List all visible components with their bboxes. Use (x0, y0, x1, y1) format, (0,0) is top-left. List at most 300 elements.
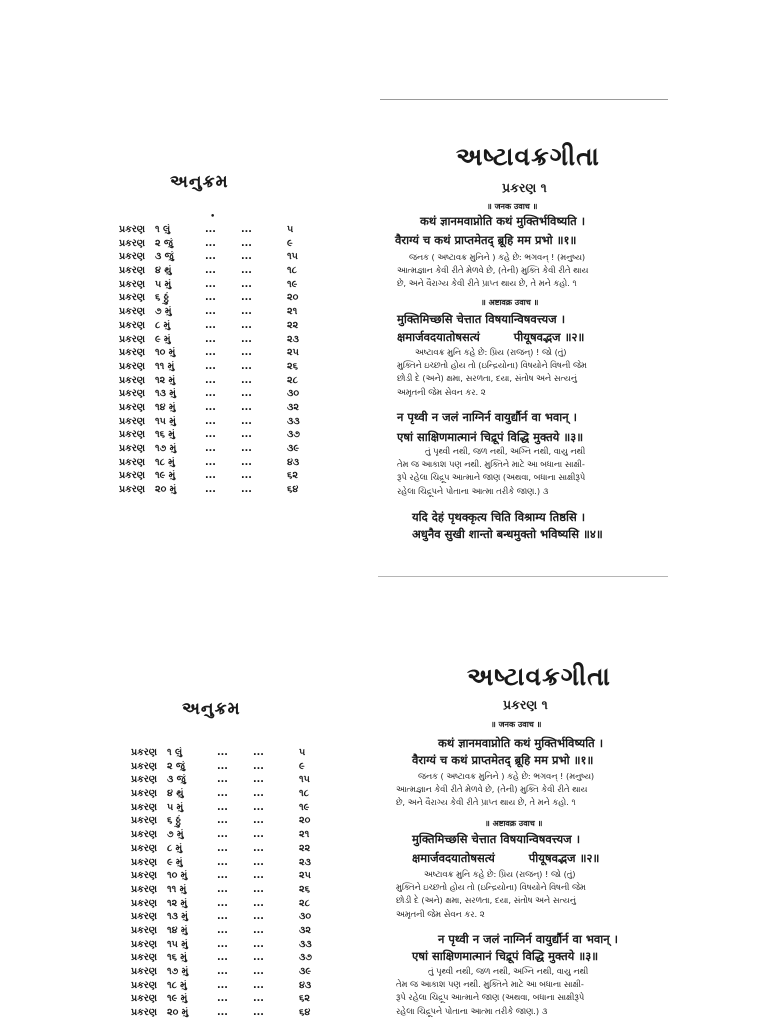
index-row-leader: ... (253, 760, 264, 772)
index-row-leader: ... (205, 360, 216, 372)
index-row-leader: ... (205, 333, 216, 345)
index-row-label: પ્રકરણ (131, 1007, 158, 1019)
index-row-page: ૨૦ (299, 815, 311, 827)
index-row-label: પ્રકરણ (119, 278, 146, 290)
index-row-leader: ... (253, 979, 264, 991)
commentary-line: જનક ( અષ્ટાવક્ર મુનિને ) કહે છે: ભગવન્ ! (મનુષ્ય) (409, 252, 586, 262)
index-row-label: પ્રકરણ (119, 306, 146, 318)
commentary-3 (397, 445, 585, 498)
index-row-page: ૧૮ (287, 265, 297, 277)
index-row-page: ૩૯ (299, 966, 311, 977)
index-row-label: પ્રકરણ (119, 415, 146, 427)
index-row-leader: ... (253, 1007, 264, 1019)
index-row-chapter: ૧૦ મું (155, 347, 176, 359)
index-row-chapter: ૭ મું (167, 829, 184, 841)
index-row-page: ૨૫ (299, 870, 311, 882)
index-row-page: ૩૩ (287, 415, 300, 427)
commentary-3 (396, 965, 588, 1018)
commentary-line: મુક્તિને ઇચ્છતો હોય તો (ઇન્દ્રિયોના) વિષયોને વિષની જેમ (396, 882, 586, 893)
index-row (119, 319, 319, 333)
commentary-line: આત્મજ્ઞાન કેવી રીતે મેળવે છે, (તેની) મુક્તિ કેવી રીતે થાય (397, 265, 589, 276)
index-row-leader: ... (253, 870, 264, 882)
index-row-leader: ... (217, 815, 228, 827)
commentary-1 (396, 770, 594, 810)
index-row (119, 305, 319, 319)
verse-2b (412, 851, 599, 866)
index-row-leader: ... (205, 237, 216, 249)
index-row-chapter: ૨ જું (155, 237, 173, 249)
index-title: અનુક્રમ (170, 172, 229, 192)
index-row-leader: ... (241, 333, 252, 345)
index-row-chapter: ૧૪ મું (155, 401, 176, 413)
index-row-page: ૪૩ (287, 456, 300, 468)
index-row-leader: ... (205, 456, 216, 468)
index-row (131, 828, 331, 842)
top-scan-divider (378, 576, 668, 577)
index-row (119, 415, 319, 429)
index-row-label: પ્રકરણ (119, 251, 146, 263)
index-row (119, 223, 319, 237)
index-row-label: પ્રકરણ (119, 484, 146, 496)
commentary-line: અષ્ટાવક્ર મુનિ કહે છે: પ્રિય (રાજન્) ! જો (તું) (424, 869, 576, 879)
index-row-label: પ્રકરણ (119, 429, 146, 441)
index-row-page: ૩૯ (287, 443, 299, 454)
commentary-line: અમૃતની જેમ સેવન કર. ૨ (396, 908, 485, 919)
index-row-page: ૩૩ (299, 938, 312, 950)
index-row-leader: ... (217, 911, 228, 923)
index-row-leader: ... (205, 470, 216, 482)
index-row-leader: ... (205, 292, 216, 304)
index-row (119, 374, 319, 388)
commentary-line: રહેલા ચિદ્રૂપને પોતાના આત્મા તરીકે જાણ.) ૩ (396, 1005, 548, 1016)
index-row-leader: ... (205, 484, 216, 496)
index-row-chapter: ૧૪ મું (167, 924, 188, 936)
index-row-leader: ... (241, 429, 252, 441)
index-row (131, 992, 331, 1006)
index-row-chapter: ૧૨ મું (167, 897, 188, 909)
commentary-line: તેમ જ આકાશ પણ નથી. મુક્તિને માટે આ બધાના સાક્ષી- (396, 979, 584, 990)
verse-3a: न पृथ्वी न जलं नाग्निर्न वायुर्द्यौर्न वा भवान् । (397, 410, 578, 424)
index-row (131, 924, 331, 938)
verse-2b-part2: पीयूषवद्भज ॥२॥ (528, 851, 600, 865)
index-row-leader: ... (253, 856, 264, 868)
index-row-label: પ્રકરણ (119, 456, 146, 468)
index-row-label: પ્રકરણ (119, 224, 146, 235)
book-title: અષ્ટાવક્રગીતા (467, 662, 611, 691)
index-row-label: પ્રકરણ (131, 842, 158, 854)
verse-2a: मुक्तिमिच्छसि चेत्तात विषयान्विषवत्त्यज । (412, 832, 581, 846)
index-row-label: પ્રકરણ (131, 747, 158, 758)
index-row-label: પ્રકરણ (119, 388, 146, 400)
index-row-label: પ્રકરણ (119, 360, 146, 372)
index-row-leader: ... (205, 347, 216, 359)
index-row-leader: ... (253, 952, 264, 964)
chapter-heading: પ્રકરણ ૧ (502, 180, 547, 195)
index-row-page: ૧૮ (299, 788, 309, 800)
tick-mark: • (210, 212, 216, 222)
index-row-leader: ... (205, 415, 216, 427)
index-row-chapter: ૧૮ મું (155, 456, 175, 468)
commentary-2 (396, 868, 586, 921)
index-row-leader: ... (217, 924, 228, 936)
index-row-chapter: ૮ મું (155, 319, 171, 331)
index-row-leader: ... (217, 1007, 228, 1019)
index-row-page: ૯ (299, 760, 305, 772)
index-row-chapter: ૨ જું (167, 760, 185, 772)
index-row-page: ૨૩ (299, 856, 311, 868)
index-row-page: ૧૫ (287, 251, 298, 263)
index-row-leader: ... (241, 306, 252, 318)
index-row (119, 428, 319, 442)
index-row-label: પ્રકરણ (119, 470, 146, 482)
index-row-chapter: ૧૧ મું (155, 360, 175, 372)
index-row (119, 360, 319, 374)
index-row-label: પ્રકરણ (131, 966, 158, 977)
index-row-chapter: ૨૦ મું (155, 484, 177, 496)
index-row-page: ૧૫ (299, 774, 310, 786)
index-row (131, 801, 331, 815)
index-row-leader: ... (217, 966, 228, 977)
index-row-leader: ... (241, 251, 252, 263)
index-row-leader: ... (253, 747, 264, 758)
index-row-label: પ્રકરણ (131, 911, 158, 923)
index-row-leader: ... (205, 265, 216, 277)
index-row-leader: ... (241, 224, 252, 235)
index-row-label: પ્રકરણ (131, 774, 158, 786)
commentary-line: તેમ જ આકાશ પણ નથી. મુક્તિને માટે આ બધાના સાક્ષી- (397, 459, 585, 470)
commentary-line: અમૃતની જેમ સેવન કર. ૨ (397, 386, 486, 397)
index-row-leader: ... (253, 815, 264, 827)
index-row-chapter: ૬ ઠ્ઠું (167, 815, 181, 827)
index-row-chapter: ૩ જું (167, 774, 186, 786)
index-row-leader: ... (217, 952, 228, 964)
index-row-label: પ્રકરણ (119, 292, 146, 304)
index-row-leader: ... (253, 883, 264, 895)
index-row-page: ૯ (287, 237, 293, 249)
index-row-leader: ... (253, 911, 264, 923)
index-row (131, 869, 331, 883)
index-row-leader: ... (241, 415, 252, 427)
index-row-label: પ્રકરણ (131, 788, 158, 800)
verse-1b: वैराग्यं च कथं प्राप्तमेतद् ब्रूहि मम प्रभो ॥१॥ (395, 233, 577, 247)
commentary-2 (397, 346, 587, 399)
verse-2b (397, 330, 584, 345)
index-row-leader: ... (253, 842, 264, 854)
index-row-page: ૨૬ (299, 883, 310, 895)
index-row-page: ૩૭ (299, 952, 312, 964)
index-row-label: પ્રકરણ (131, 979, 158, 991)
index-row (131, 951, 331, 965)
verse-4a: यदि देहं पृथक्कृत्य चिति विश्राम्य तिष्ठसि । (412, 510, 586, 524)
index-row-leader: ... (241, 278, 252, 290)
index-row-leader: ... (241, 319, 252, 331)
index-row-chapter: ૧૫ મું (167, 938, 188, 950)
index-row (119, 346, 319, 360)
index-row (131, 1006, 331, 1020)
index-row-label: પ્રકરણ (119, 443, 146, 454)
index-row-label: પ્રકરણ (119, 265, 146, 277)
index-row-leader: ... (205, 319, 216, 331)
index-row-leader: ... (241, 347, 252, 359)
commentary-line: રૂપે રહેલા ચિદ્રૂપ આત્માને જાણ (અથવા, બધાના સાક્ષીરૂપે (396, 992, 585, 1003)
index-row-leader: ... (253, 938, 264, 950)
commentary-line: છે, અને વૈરાગ્ય કેવી રીતે પ્રાપ્ત થાય છે, તે મને કહો. ૧ (396, 797, 576, 808)
index-row-label: પ્રકરણ (131, 801, 158, 813)
index-row-leader: ... (241, 237, 252, 249)
index-row-leader: ... (217, 993, 228, 1005)
index-row-leader: ... (241, 484, 252, 496)
index-row-leader: ... (241, 292, 252, 304)
index-row-leader: ... (253, 801, 264, 813)
index-row-page: ૨૧ (299, 829, 310, 841)
index-row-leader: ... (241, 360, 252, 372)
index-row-leader: ... (205, 278, 216, 290)
index-row (131, 856, 331, 870)
index-row-chapter: ૧ લું (155, 224, 171, 235)
index-row-label: પ્રકરણ (131, 938, 158, 950)
verse-3b: एषां साक्षिणमात्मानं चिद्रूपं विद्धि मुक्तये ॥३॥ (397, 430, 584, 444)
index-row (119, 456, 319, 470)
index-row (131, 883, 331, 897)
index-row-chapter: ૧૯ મું (155, 470, 176, 482)
index-row-page: ૨૩ (287, 333, 299, 345)
verse-3a: न पृथ्वी न जलं नाग्निर्न वायुर्द्यौर्न वा भवान् । (438, 932, 619, 946)
index-row (119, 442, 319, 456)
index-row-page: ૩૨ (299, 924, 311, 936)
index-row-leader: ... (217, 856, 228, 868)
index-row-leader: ... (205, 224, 216, 235)
index-row-page: ૬૨ (299, 993, 310, 1005)
index-row-leader: ... (217, 760, 228, 772)
index-row-label: પ્રકરણ (131, 883, 158, 895)
index-row-leader: ... (253, 897, 264, 909)
index-row-leader: ... (217, 801, 228, 813)
top-scan-edge (380, 99, 668, 100)
index-row-chapter: ૬ ઠ્ઠું (155, 292, 169, 304)
index-row-leader: ... (205, 429, 216, 441)
index-row (131, 979, 331, 993)
index-row-leader: ... (253, 774, 264, 786)
index-row-leader: ... (205, 388, 216, 400)
index-row-leader: ... (217, 979, 228, 991)
verse-1a: कथं ज्ञानमवाप्नोति कथं मुक्तिर्भविष्यति । (420, 214, 586, 228)
index-row-chapter: ૫ મું (167, 801, 184, 813)
commentary-line: મુક્તિને ઇચ્છતો હોય તો (ઇન્દ્રિયોના) વિષયોને વિષની જેમ (397, 360, 587, 371)
verse-2a: मुक्तिमिच्छसि चेत्तात विषयान्विषवत्त्यज । (397, 312, 566, 326)
index-row-leader: ... (217, 747, 228, 758)
index-row-page: ૬૨ (287, 470, 298, 482)
verse-2b-part1: क्षमार्जवदयातोषसत्यं (412, 851, 495, 865)
index-row (131, 773, 331, 787)
index-row (119, 387, 319, 401)
index-row-chapter: ૧૦ મું (167, 870, 188, 882)
index-row-page: ૬૪ (299, 1007, 311, 1019)
index-row (131, 787, 331, 801)
index-row-leader: ... (217, 938, 228, 950)
index-title: અનુક્રમ (182, 699, 241, 719)
index-row-page: ૨૮ (287, 374, 298, 386)
index-row-label: પ્રકરણ (131, 856, 158, 868)
index-row-leader: ... (241, 456, 252, 468)
index-row-chapter: ૧૮ મું (167, 979, 187, 991)
index-row-leader: ... (205, 374, 216, 386)
index-row-label: પ્રકરણ (119, 347, 146, 359)
index-row-leader: ... (241, 401, 252, 413)
index-row-page: ૨૧ (287, 306, 298, 318)
index-row-leader: ... (217, 842, 228, 854)
index-row-leader: ... (217, 774, 228, 786)
index-row-leader: ... (205, 306, 216, 318)
index-row-leader: ... (241, 374, 252, 386)
index-row-page: ૩૨ (287, 401, 299, 413)
index-row-page: ૨૮ (299, 897, 310, 909)
index-row-chapter: ૯ મું (155, 333, 171, 345)
index-row-label: પ્રકરણ (131, 897, 158, 909)
commentary-line: અષ્ટાવક્ર મુનિ કહે છે: પ્રિય (રાજન્) ! જો (તું) (415, 347, 567, 357)
index-row-page: ૩૦ (299, 911, 312, 923)
index-table (131, 746, 331, 1020)
index-row-label: પ્રકરણ (131, 993, 158, 1005)
index-row-chapter: ૮ મું (167, 842, 183, 854)
index-row (131, 760, 331, 774)
index-row-leader: ... (253, 993, 264, 1005)
index-row-leader: ... (253, 924, 264, 936)
index-row-leader: ... (205, 401, 216, 413)
index-row-chapter: ૫ મું (155, 278, 172, 290)
index-row-page: ૩૦ (287, 388, 300, 400)
index-row-label: પ્રકરણ (119, 401, 146, 413)
commentary-line: રહેલા ચિદ્રૂપને પોતાના આત્મા તરીકે જાણ.) ૩ (397, 485, 549, 496)
commentary-1 (397, 251, 588, 291)
speaker-janaka: ॥ जनक उवाच ॥ (487, 202, 538, 211)
index-row-page: ૬૪ (287, 484, 299, 496)
speaker-ashtavakra: ॥ अष्टावक्र उवाच ॥ (481, 298, 539, 307)
index-row (131, 938, 331, 952)
index-row-leader: ... (253, 829, 264, 841)
index-row-label: પ્રકરણ (131, 829, 158, 841)
index-row-page: ૪૩ (299, 979, 312, 991)
commentary-line: છોડી દે (અને) ક્ષમા, સરળતા, દયા, સંતોષ અને સત્યનું (397, 373, 577, 384)
index-row-chapter: ૪ થું (167, 788, 184, 800)
index-row-chapter: ૧૩ મું (167, 911, 188, 923)
verse-4b: अधुनैव सुखी शान्तो बन्धमुक्तो भविष्यसि ॥४॥ (412, 527, 603, 541)
index-row (119, 237, 319, 251)
index-row-page: ૧૯ (287, 278, 298, 290)
index-row-chapter: ૧ લું (167, 747, 183, 758)
index-row-label: પ્રકરણ (119, 374, 146, 386)
index-row-chapter: ૧૯ મું (167, 993, 188, 1005)
index-row-chapter: ૧૩ મું (155, 388, 176, 400)
index-row-page: ૩૭ (287, 429, 300, 441)
index-row (119, 469, 319, 483)
index-row-chapter: ૧૭ મું (167, 966, 189, 977)
speaker-janaka: ॥ जनक उवाच ॥ (491, 720, 542, 729)
index-row-label: પ્રકરણ (131, 870, 158, 882)
index-row (119, 278, 319, 292)
commentary-line: આત્મજ્ઞાન કેવી રીતે મેળવે છે, (તેની) મુક્તિ કેવી રીતે થાય (396, 784, 588, 795)
commentary-line: રૂપે રહેલા ચિદ્રૂપ આત્માને જાણ (અથવા, બધાના સાક્ષીરૂપે (397, 472, 586, 483)
index-row-leader: ... (253, 966, 264, 977)
index-row-leader: ... (241, 265, 252, 277)
index-row-label: પ્રકરણ (131, 952, 158, 964)
verse-1b: वैराग्यं च कथं प्राप्तमेतद् ब्रूहि मम प्रभो ॥१॥ (412, 753, 594, 767)
index-row-chapter: ૧૫ મું (155, 415, 176, 427)
index-row-page: ૨૨ (299, 842, 311, 854)
index-row-page: ૨૦ (287, 292, 299, 304)
index-row (131, 897, 331, 911)
index-row-page: ૨૬ (287, 360, 298, 372)
index-row-page: ૨૨ (287, 319, 299, 331)
index-row-chapter: ૭ મું (155, 306, 172, 318)
index-row-label: પ્રકરણ (131, 924, 158, 936)
index-row-page: ૫ (287, 224, 294, 235)
index-row-chapter: ૧૧ મું (167, 883, 187, 895)
verse-2b-part2: पीयूषवद्भज ॥२॥ (513, 330, 585, 344)
index-row-label: પ્રકરણ (131, 815, 158, 827)
commentary-line: તું પૃથ્વી નથી, જળ નથી, અગ્નિ નથી, વાયુ નથી (428, 966, 589, 976)
commentary-line: જનક ( અષ્ટાવક્ર મુનિને ) કહે છે: ભગવન્ ! (મનુષ્ય) (418, 771, 595, 781)
index-row (119, 250, 319, 264)
index-row-leader: ... (205, 251, 216, 263)
index-row-chapter: ૧૨ મું (155, 374, 176, 386)
index-row-page: ૨૫ (287, 347, 299, 359)
index-row-page: ૫ (299, 747, 306, 758)
verse-2b-part1: क्षमार्जवदयातोषसत्यं (397, 330, 480, 344)
index-row-leader: ... (217, 897, 228, 909)
index-row-chapter: ૯ મું (167, 856, 183, 868)
index-row-chapter: ૨૦ મું (167, 1007, 189, 1019)
chapter-heading: પ્રકરણ ૧ (503, 697, 548, 712)
index-row (119, 291, 319, 305)
index-row-label: પ્રકરણ (131, 760, 158, 772)
index-row-leader: ... (241, 470, 252, 482)
index-row-label: પ્રકરણ (119, 333, 146, 345)
book-title: અષ્ટાવક્રગીતા (456, 142, 600, 171)
index-row-leader: ... (253, 788, 264, 800)
commentary-line: તું પૃથ્વી નથી, જળ નથી, અગ્નિ નથી, વાયુ નથી (425, 446, 586, 456)
index-row (131, 814, 331, 828)
commentary-line: છે, અને વૈરાગ્ય કેવી રીતે પ્રાપ્ત થાય છે, તે મને કહો. ૧ (397, 278, 577, 289)
index-row-leader: ... (217, 829, 228, 841)
index-row-chapter: ૪ થું (155, 265, 172, 277)
index-row-leader: ... (217, 788, 228, 800)
speaker-ashtavakra: ॥ अष्टावक्र उवाच ॥ (485, 819, 543, 828)
index-row (131, 746, 331, 760)
index-row-page: ૧૯ (299, 801, 310, 813)
verse-1a: कथं ज्ञानमवाप्नोति कथं मुक्तिर्भविष्यति । (438, 736, 604, 750)
index-row (119, 333, 319, 347)
commentary-line: છોડી દે (અને) ક્ષમા, સરળતા, દયા, સંતોષ અને સત્યનું (396, 895, 576, 906)
index-row (119, 483, 319, 497)
index-row-leader: ... (205, 443, 216, 454)
index-row (131, 842, 331, 856)
index-row-chapter: ૧૬ મું (167, 952, 187, 964)
index-row-leader: ... (241, 443, 252, 454)
index-row-chapter: ૩ જું (155, 251, 174, 263)
index-row (119, 264, 319, 278)
index-row (119, 401, 319, 415)
index-row-leader: ... (217, 870, 228, 882)
index-row (131, 910, 331, 924)
index-row-leader: ... (217, 883, 228, 895)
verse-3b: एषां साक्षिणमात्मानं चिद्रूपं विद्धि मुक्तये ॥३॥ (412, 949, 599, 963)
index-row-chapter: ૧૭ મું (155, 443, 177, 454)
index-row-label: પ્રકરણ (119, 319, 146, 331)
index-row-label: પ્રકરણ (119, 237, 146, 249)
index-row-leader: ... (241, 388, 252, 400)
index-table (119, 223, 319, 497)
index-row (131, 965, 331, 979)
